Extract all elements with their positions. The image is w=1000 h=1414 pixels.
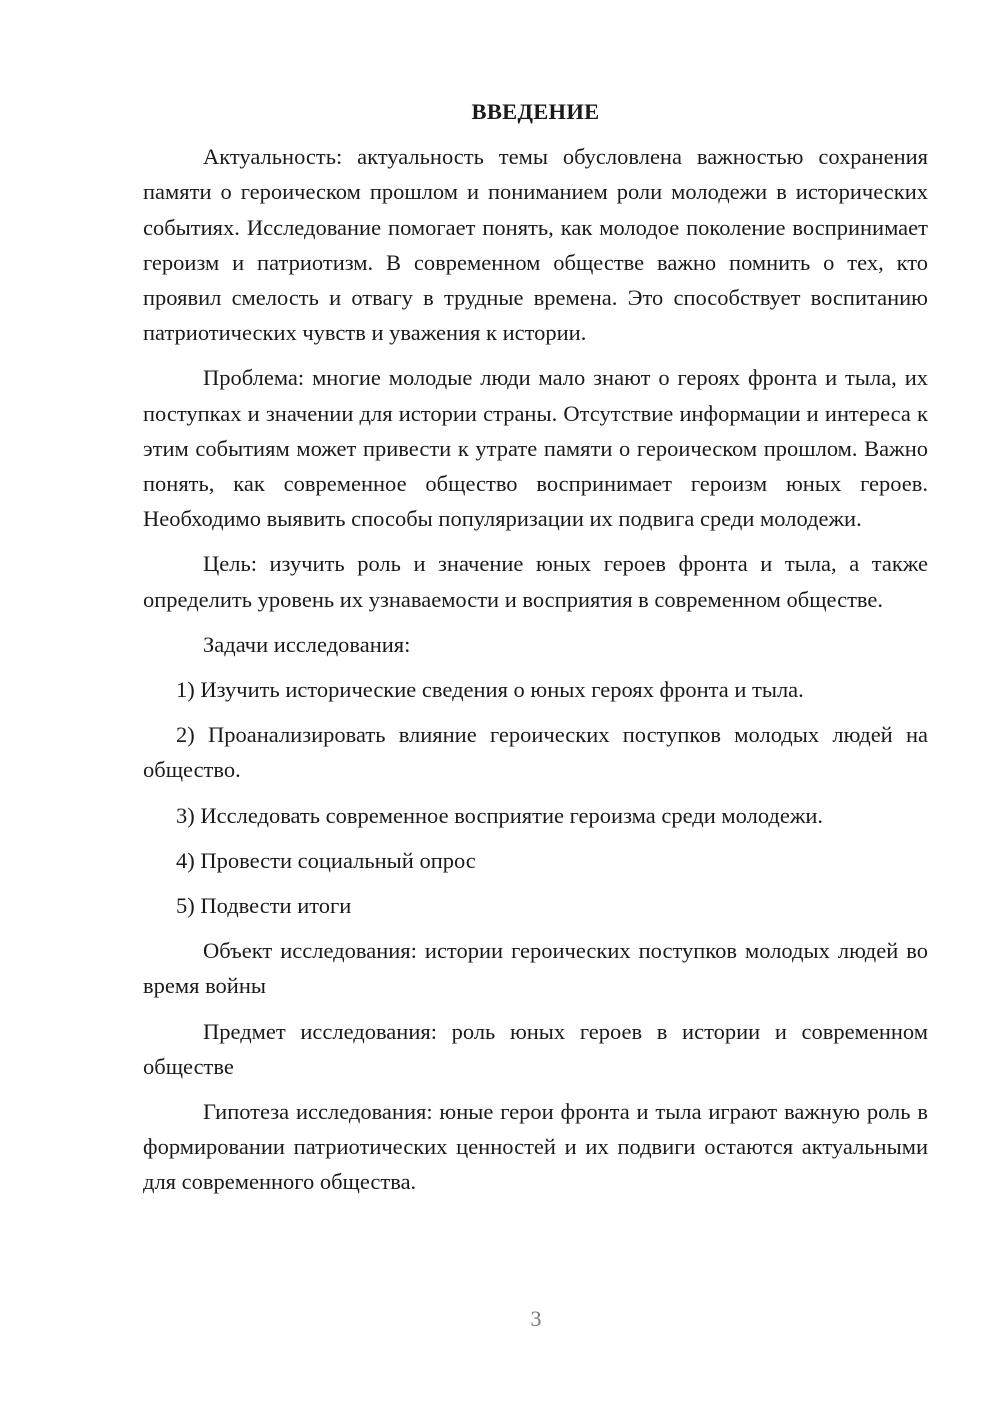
list-item: 4) Провести социальный опрос — [176, 847, 476, 873]
paragraph-relevance: Актуальность: актуальность темы обусловлена важностью сохранения памяти о героическом прошлом и пониманием роли молодежи в исторических событиях. Исследование помогает понять, как молодое поколение воспринимает героизм и патриотизм. В современном обществе важно помнить о тех, кто проявил смелость и отвагу в трудные времена. Это способствует воспитанию патриотических чувств и уважения к истории. — [143, 144, 928, 346]
paragraph-problem: Проблема: многие молодые люди мало знают о героях фронта и тыла, их поступках и значении для истории страны. Отсутствие информации и интереса к этим событиям может привести к утрате памяти о героическом прошлом. Важно понять, как современное общество воспринимает героизм юных героев. Необходимо выявить способы популяризации их подвига среди молодежи. — [143, 365, 928, 532]
page-content — [143, 94, 928, 1210]
paragraph-object: Объект исследования: истории героических поступков молодых людей во время войны — [143, 938, 928, 999]
list-item: 3) Исследовать современное восприятие героизма среди молодежи. — [176, 802, 824, 828]
list-item: 5) Подвести итоги — [176, 893, 352, 919]
section-title: ВВЕДЕНИЕ — [471, 99, 600, 124]
paragraph-hypothesis: Гипотеза исследования: юные герои фронта и тыла играют важную роль в формировании патриотических ценностей и их подвиги остаются актуальными для современного общества. — [143, 1099, 928, 1195]
list-item: 2) Проанализировать влияние героических поступков молодых людей на общество. — [143, 722, 928, 783]
page-number: 3 — [530, 1306, 542, 1331]
paragraph-subject: Предмет исследования: роль юных героев в истории и современном обществе — [143, 1018, 928, 1079]
tasks-list — [143, 672, 928, 923]
paragraph-goal: Цель: изучить роль и значение юных героев фронта и тыла, а также определить уровень их узнаваемости и восприятия в современном обществе. — [143, 551, 928, 612]
paragraph-tasks-heading: Задачи исследования: — [203, 631, 411, 657]
list-item: 1) Изучить исторические сведения о юных героях фронта и тыла. — [176, 677, 804, 703]
